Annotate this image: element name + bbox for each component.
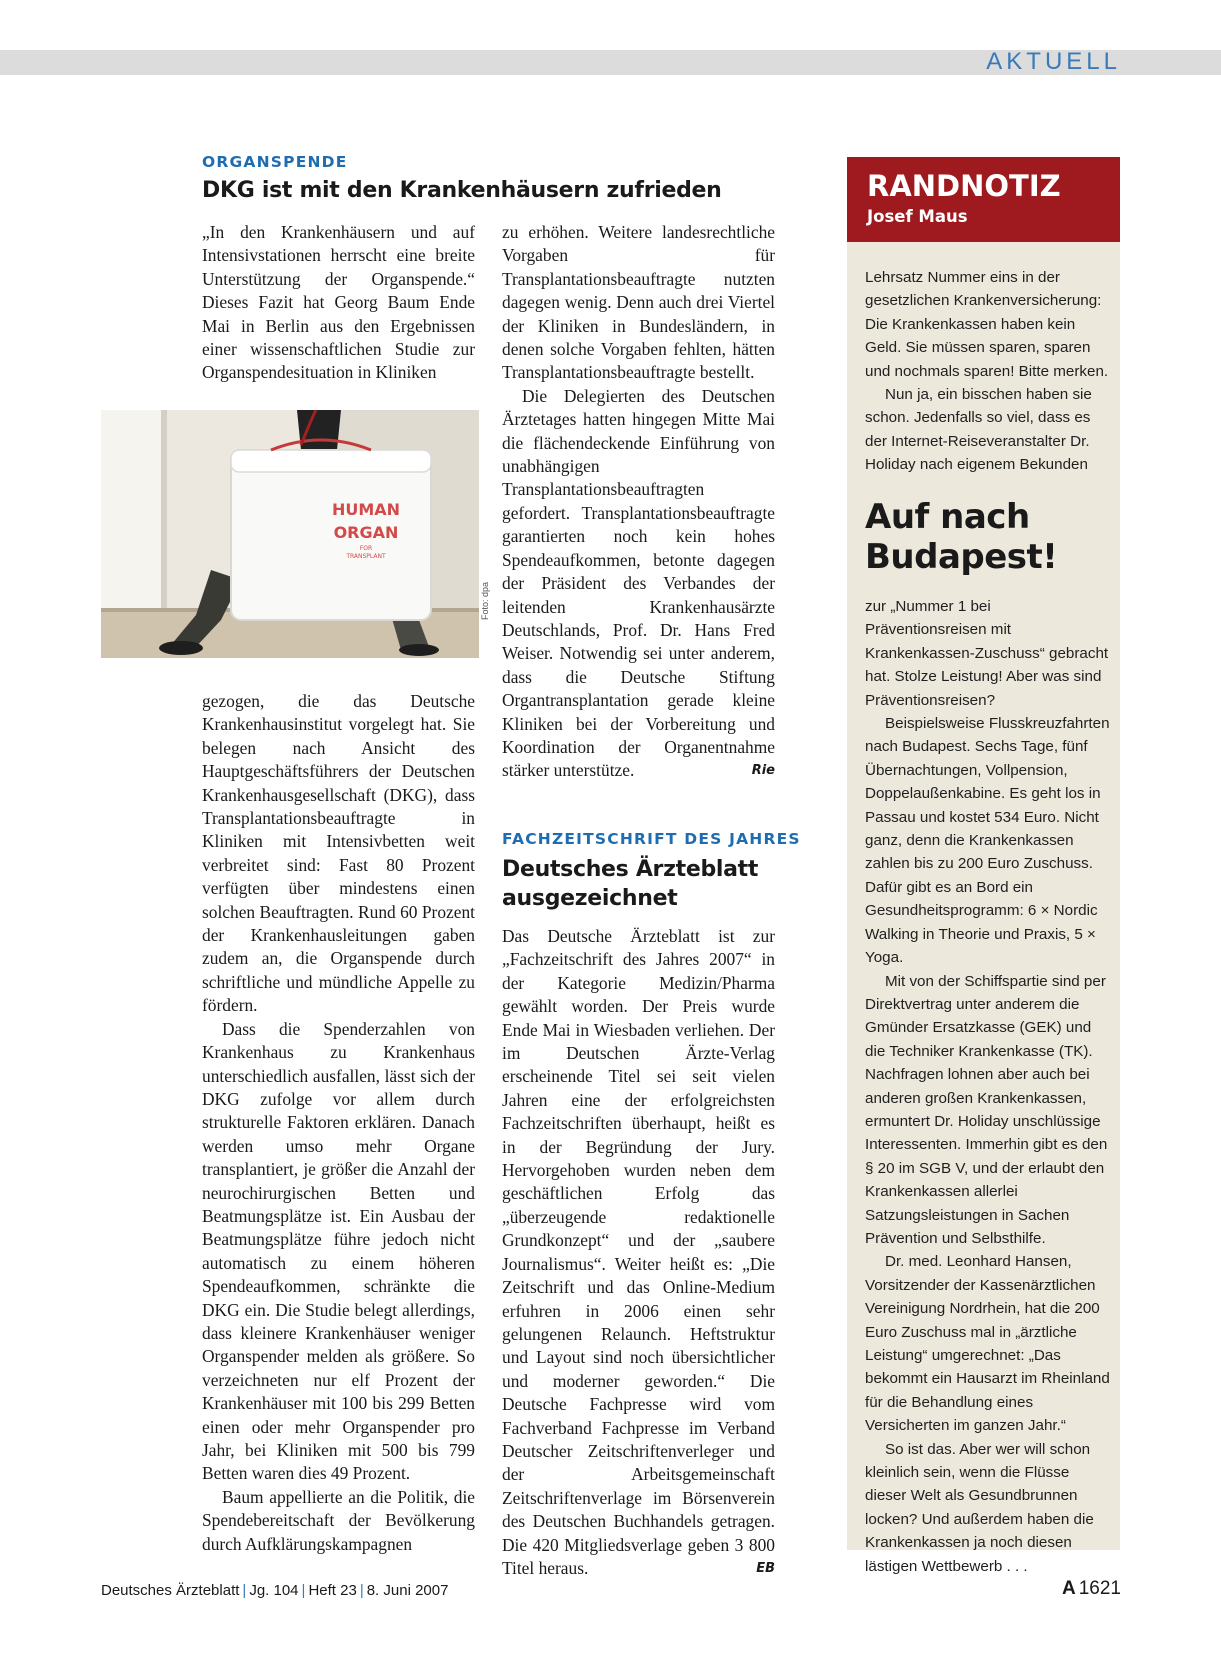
article2-paragraph [502, 925, 775, 1580]
article1-paragraph-text: Die Delegierten des Deutschen Ärztetages hatten hingegen Mitte Mai die flächendeckende Einführung von unabhängigen Transplantationsbeauftragten gefordert. Transplantationsbeauftragte garantierten noch kein hohes Spendeaufkommen, betonte dagegen der Präsident des Verbandes der leitenden Krankenhausärzte Deutschlands, Prof. Dr. Hans Fred Weiser. Notwendig sei unter anderem, dass die Deutsche Stiftung Organtransplantation gerade kleine Kliniken bei der Vorbereitung und Koordination der Organentnahme stärker unterstütze. [502, 385, 775, 781]
randnotiz-paragraph: Lehrsatz Nummer eins in der gesetzlichen Krankenversicherung: Die Krankenkassen haben kein Geld. Sie müssen sparen, sparen und nochmals sparen! Bitte merken. [865, 269, 1109, 380]
randnotiz-big-title-line2: Budapest! [865, 537, 1058, 577]
randnotiz-paragraph: Nun ja, ein bisschen haben sie schon. Jedenfalls so viel, dass es der Internet-Reiseveranstalter Dr. Holiday nach eigenem Bekunden [865, 386, 1092, 474]
footer-journal: Deutsches Ärzteblatt [101, 1582, 240, 1599]
randnotiz-title: RANDNOTIZ [867, 169, 1061, 203]
box-label-small2: TRANSPLANT [346, 553, 386, 560]
page-prefix: A [1061, 1578, 1076, 1599]
photo-credit: Foto: dpa [480, 581, 490, 620]
box-label-small: FOR [359, 545, 373, 552]
randnotiz-paragraph: zur „Nummer 1 bei Präventionsreisen mit Krankenkassen-Zuschuss“ gebracht hat. Stolze Leistung! Aber was sind Präventionsreisen? [865, 598, 1109, 709]
article2-headline-line2: ausgezeichnet [502, 886, 678, 911]
article1-signature: Rie [751, 763, 775, 779]
randnotiz-big-title [865, 497, 1115, 577]
article2-signature: EB [756, 1560, 775, 1576]
footer-volume: Jg. 104 [249, 1582, 299, 1599]
randnotiz-body [865, 595, 1110, 1578]
randnotiz-big-title-line1: Auf nach [865, 497, 1030, 537]
randnotiz-author: Josef Maus [867, 207, 968, 226]
article1-column1 [202, 690, 475, 1556]
article1-headline: DKG ist mit den Krankenhäusern zufrieden [202, 178, 722, 203]
article2-headline-line1: Deutsches Ärzteblatt [502, 857, 759, 882]
article2-paragraph-text: Das Deutsche Ärzteblatt ist zur „Fachzeitschrift des Jahres 2007“ in der Kategorie Medizin/Pharma gewählt worden. Der Preis wurde Ende Mai in Wiesbaden verliehen. Der im Deutschen Ärzte-Verlag erscheinende Titel sei seit vielen Jahren eine der erfolgreichsten Fachzeitschriften überhaupt, heißt es in der Begründung der Jury. Hervorgehoben wurden neben dem geschäftlichen Erfolg das „überzeugende redaktionelle Grundkonzept“ und der „saubere Journalismus“. Weiter heißt es: „Die Zeitschrift und das Online-Medium erfuhren in 2006 einen sehr gelungenen Relaunch. Heftstruktur und Layout sind noch übersichtlicher und moderner geworden.“ Die Deutsche Fachpresse wird vom Fachverband Fachpresse im Verband Deutscher Zeitschriftenverleger und der Arbeitsgemeinschaft Zeitschriftenverlage im Börsenverein des Deutschen Buchhandels getragen. Die 420 Mitgliedsverlage geben 3 800 Titel heraus. [502, 926, 775, 1578]
page-number [1062, 1578, 1121, 1600]
randnotiz-intro [865, 266, 1110, 477]
section-label: AKTUELL [986, 48, 1121, 75]
box-label-line1: HUMAN [331, 500, 401, 519]
randnotiz-paragraph: Mit von der Schiffspartie sind per Direktvertrag unter anderem die Gmünder Ersatzkasse (GEK) und die Techniker Krankenkasse (TK). Nachfragen lohnen aber auch bei anderen großen Krankenkassen, ermuntert Dr. Holiday unschlüssige Interessenten. Immerhin gibt es den § 20 im SGB V, und der erlaubt den Krankenkassen allerlei Satzungsleistungen in Sachen Prävention und Selbsthilfe. [865, 972, 1108, 1247]
article2-body [502, 925, 775, 1580]
article1-paragraph: Dass die Spenderzahlen von Krankenhaus zu Krankenhaus unterschiedlich ausfallen, lässt sich der DKG zufolge vor allem durch strukturelle Faktoren erklären. Danach werden umso mehr Organe transplantiert, je größer die Anzahl der neurochirurgischen Betten und Beatmungsplätze ist. Ein Ausbau der Beatmungsplätze führe jedoch nicht automatisch zu einem höheren Spendeaufkommen, schränkte die DKG ein. Die Studie belegt allerdings, dass kleinere Krankenhäuser weniger Organspender melden als größere. So verzeichneten nur elf Prozent der Krankenhäuser mit 100 bis 299 Betten einen oder mehr Organspender pro Jahr, bei Kliniken mit 500 bis 799 Betten waren dies 49 Prozent. [202, 1018, 475, 1484]
randnotiz-paragraph: Dr. med. Leonhard Hansen, Vorsitzender der Kassenärztlichen Vereinigung Nordrhein, hat die 200 Euro Zuschuss mal in „ärztliche Leistung“ umgerechnet: „Das bekommt ein Hausarzt im Rheinland für die Behandlung eines Versicherten im ganzen Jahr.“ [865, 1253, 1110, 1435]
article1-paragraph [502, 385, 775, 783]
randnotiz-paragraph: Beispielsweise Flusskreuzfahrten nach Budapest. Sechs Tage, fünf Übernachtungen, Vollpension, Doppelaußenkabine. Es geht los in Passau und kostet 534 Euro. Nicht ganz, denn die Krankenkassen zahlen bis zu 200 Euro Zuschuss. Dafür gibt es an Bord ein Gesundheitsprogramm: 6 × Nordic Walking in Theorie und Praxis, 5 × Yoga. [865, 715, 1110, 967]
article1-paragraph: zu erhöhen. Weitere landesrechtliche Vorgaben für Transplantationsbeauftragte nutzten dagegen wenig. Denn auch drei Viertel der Kliniken in Bundesländern, in denen solche Vorgaben fehlten, hätten Transplantationsbeauftragte bestellt. [502, 222, 775, 383]
article-photo [101, 410, 479, 658]
footer-separator: | [359, 1582, 364, 1599]
article1-kicker: ORGANSPENDE [202, 153, 348, 171]
randnotiz-box [847, 157, 1120, 1575]
organ-box-photo [101, 410, 479, 658]
randnotiz-paragraph: So ist das. Aber wer will schon kleinlich sein, wenn die Flüsse dieser Welt als Gesundbrunnen locken? Und außerdem haben die Krankenkassen ja noch diesen lästigen Wettbewerb . . . [865, 1440, 1094, 1575]
article1-intro-text: „In den Krankenhäusern und auf Intensivstationen herrscht eine breite Unterstützung der Organspende.“ Dieses Fazit hat Georg Baum Ende Mai in Berlin aus den Ergebnissen einer wissenschaftlichen Studie zur Organspendesituation in Kliniken [202, 222, 475, 383]
footer-issue: Heft 23 [308, 1582, 357, 1599]
footer-citation [101, 1582, 448, 1599]
randnotiz-header [847, 157, 1120, 242]
article1-paragraph: Baum appellierte an die Politik, die Spendebereitschaft der Bevölkerung durch Aufklärungskampagnen [202, 1486, 475, 1554]
article1-column2 [502, 221, 775, 783]
footer-date: 8. Juni 2007 [366, 1582, 449, 1599]
box-label-line2: ORGAN [333, 523, 399, 542]
article2-kicker: FACHZEITSCHRIFT DES JAHRES [502, 830, 801, 848]
article1-intro [202, 221, 475, 385]
article1-paragraph: gezogen, die das Deutsche Krankenhausinstitut vorgelegt hat. Sie belegen nach Ansicht des Hauptgeschäftsführers der Deutschen Krankenhausgesellschaft (DKG), dass Transplantationsbeauftragte in Kliniken mit Intensivbetten weit verbreitet sind: Fast 80 Prozent verfügten über mindestens einen solchen Beauftragten. Rund 60 Prozent der Krankenhausleitungen gaben zudem an, die Organspende durch schriftliche und mündliche Appelle zu fördern. [202, 691, 475, 1016]
page-number-value: 1621 [1078, 1578, 1121, 1599]
footer-separator: | [301, 1582, 306, 1599]
footer-separator: | [242, 1582, 247, 1599]
